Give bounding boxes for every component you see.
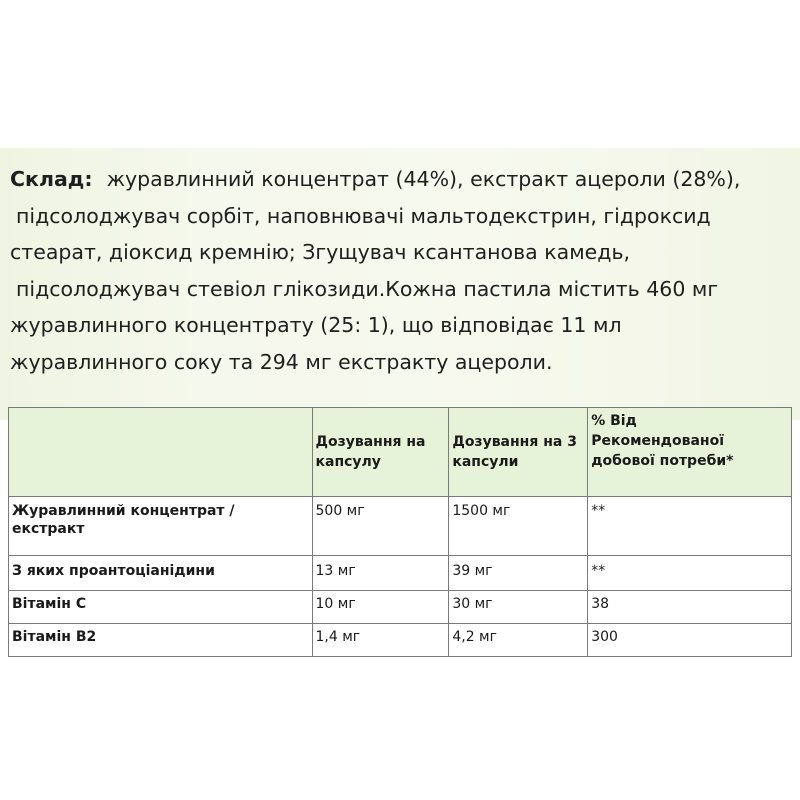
row-per-capsule: 13 мг (312, 556, 449, 591)
table-header-row (9, 408, 792, 497)
table-row (9, 497, 792, 556)
row-per-3-capsules: 39 мг (449, 556, 588, 591)
composition-line-2: підсолоджувач сорбіт, наповнювачі мальтодекстрин, гідроксид (16, 203, 711, 228)
composition-label: Склад: (10, 167, 93, 191)
row-pct: ** (588, 497, 792, 556)
table-row (9, 624, 792, 657)
row-per-capsule: 10 мг (312, 591, 449, 624)
composition-line-3: стеарат, діоксид кремнію; Згущувач ксантанова камедь, (10, 240, 631, 264)
row-name: Журавлинний концентрат / екстракт (9, 497, 313, 556)
row-per-capsule: 1,4 мг (312, 624, 449, 657)
table-row (9, 591, 792, 624)
row-per-capsule: 500 мг (312, 497, 449, 556)
header-name (9, 408, 313, 497)
header-pct-line2: Рекомендованої добової потреби* (591, 433, 734, 469)
row-per-3-capsules: 1500 мг (449, 497, 588, 556)
header-pct-daily (588, 408, 792, 497)
header-pct-line1: % Від (591, 413, 637, 429)
row-name: З яких проантоціанідини (9, 556, 313, 591)
row-pct: ** (588, 556, 792, 591)
row-per-3-capsules: 4,2 мг (449, 624, 588, 657)
row-per-3-capsules: 30 мг (449, 591, 588, 624)
composition-line-6: журавлинного соку та 294 мг екстракту ацероли. (10, 349, 553, 374)
nutrition-table (8, 407, 792, 657)
row-pct: 38 (588, 591, 792, 624)
composition-line-4: підсолоджувач стевіол глікозиди.Кожна пастила містить 460 мг (16, 276, 719, 301)
composition-text (10, 161, 795, 380)
composition-line-1: Склад: журавлинний концентрат (44%), екстракт ацероли (28%), (10, 167, 741, 191)
header-per-3-capsules: Дозування на 3 капсули (449, 408, 588, 497)
header-per-capsule: Дозування на капсулу (312, 408, 449, 497)
row-pct: 300 (588, 624, 792, 657)
row-name: Вітамін С (9, 591, 313, 624)
composition-line-5: журавлинного концентрату (25: 1), що відповідає 11 мл (10, 313, 622, 337)
row-name: Вітамін В2 (9, 624, 313, 657)
table-row (9, 556, 792, 591)
